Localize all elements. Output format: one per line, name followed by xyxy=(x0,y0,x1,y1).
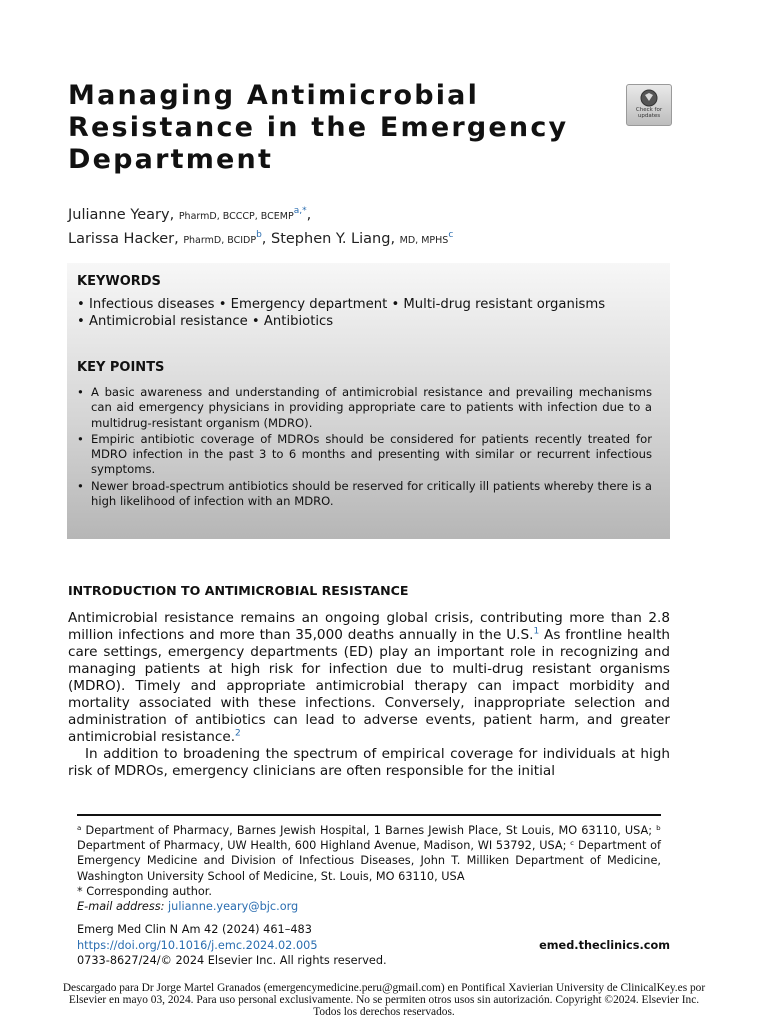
reference-link[interactable]: 2 xyxy=(235,728,241,739)
author-list xyxy=(68,204,668,252)
badge-line-2: updates xyxy=(637,113,661,119)
paragraph xyxy=(68,610,670,746)
section-heading: INTRODUCTION TO ANTIMICROBIAL RESISTANCE xyxy=(68,583,409,598)
key-points-heading: KEY POINTS xyxy=(77,360,165,375)
check-for-updates-icon xyxy=(638,89,660,107)
paragraph: In addition to broadening the spectrum of empirical coverage for individuals at high risk of MDROs, emergency clinicians are often responsible for the initial xyxy=(68,746,670,779)
author-name: , Stephen Y. Liang, xyxy=(261,231,396,247)
key-point-item: • Empiric antibiotic coverage of MDROs should be considered for patients recently treated for MDRO infection in the past 3 to 6 months and presenting with similar or recurrent infectious symptoms. xyxy=(77,432,652,478)
keywords-key-points-box xyxy=(67,263,670,539)
author-line-2 xyxy=(68,228,668,252)
key-points-list xyxy=(77,385,652,510)
affiliation-mark[interactable]: c xyxy=(448,230,454,241)
keywords-line: • Infectious diseases • Emergency department • Multi-drug resistant organisms xyxy=(77,297,606,312)
author-line-1: Julianne Yeary, PharmD, BCCCP, BCEMP$^{a,*}$, xyxy=(68,206,312,223)
paragraph-text: As frontline health care settings, emergency departments (ED) play an important role in recognizing and managing patients at high risk for infection due to multi-drug resistant organisms (MDRO). Timely and appropriate antimicrobial therapy can impact morbidity and mortality associated with these infections. Conversely, inappropriate selection and administration of antibiotics can lead to adverse events, patient harm, and greater antimicrobial resistance. xyxy=(68,627,671,745)
footnote-divider xyxy=(77,814,661,816)
author-credentials: PharmD, BCIDP xyxy=(183,235,257,246)
author-credentials: PharmD, BCCCP, BCEMP xyxy=(178,211,294,222)
journal-info xyxy=(77,922,670,969)
check-for-updates-button[interactable] xyxy=(626,84,672,126)
email-label: E-mail address: xyxy=(77,900,165,914)
corresponding-author-note: * Corresponding author. xyxy=(77,884,212,898)
key-point-item: • A basic awareness and understanding of antimicrobial resistance and prevailing mechanisms can aid emergency physicians in providing appropriate care to patients with infection due to a multidrug-resistant organism (MDRO). xyxy=(77,385,652,431)
doi-link[interactable]: https://doi.org/10.1016/j.emc.2024.02.005 xyxy=(77,938,318,952)
reference-link[interactable]: 1 xyxy=(533,626,540,637)
copyright: 0733-8627/24/© 2024 Elsevier Inc. All rights reserved. xyxy=(77,954,387,968)
author-credentials: MD, MPHS xyxy=(399,235,449,246)
key-point-item: • Newer broad-spectrum antibiotics should be reserved for critically ill patients whereby there is a high likelihood of infection with an MDRO. xyxy=(77,479,652,510)
journal-site[interactable]: emed.theclinics.com xyxy=(539,938,670,952)
download-notice: Descargado para Dr Jorge Martel Granados (emergencymedicine.peru@gmail.com) en Pontifical Xavierian University de ClinicalKey.es por Elsevier en mayo 03, 2024. Para uso personal exclusivamente. No se permiten otros usos sin autorización. Copyright ©2024. Elsevier Inc. Todos los derechos reservados. xyxy=(62,982,706,1019)
footnotes xyxy=(77,823,661,914)
keywords-list xyxy=(77,297,657,330)
email-link[interactable]: julianne.yeary@bjc.org xyxy=(168,900,299,914)
affiliations: ᵃ Department of Pharmacy, Barnes Jewish Hospital, 1 Barnes Jewish Place, St Louis, MO 63110, USA; ᵇ Department of Pharmacy, UW Health, 600 Highland Avenue, Madison, WI 53792, USA; ᶜ Department of Emergency Medicine and Division of Infectious Diseases, John T. Milliken Department of Medicine, Washington University School of Medicine, St. Louis, MO 63110, USA xyxy=(77,824,661,883)
badge-line-1: Check for xyxy=(635,107,663,113)
article-title: Managing Antimicrobial Resistance in the Emergency Department xyxy=(68,80,569,175)
keywords-line: • Antimicrobial resistance • Antibiotics xyxy=(77,313,334,329)
body-text xyxy=(68,610,670,780)
affiliation-mark[interactable]: a,* xyxy=(293,206,307,217)
keywords-heading: KEYWORDS xyxy=(77,274,161,289)
email-line xyxy=(77,899,661,914)
affiliation-mark[interactable]: b xyxy=(256,230,262,241)
paragraph-text: Antimicrobial resistance remains an ongoing global crisis, contributing more than 2.8 million infections and more than 35,000 deaths annually in the U.S. xyxy=(68,610,670,643)
citation: Emerg Med Clin N Am 42 (2024) 461–483 xyxy=(77,923,312,936)
author-name: Julianne Yeary, xyxy=(68,207,175,223)
author-name: Larissa Hacker, xyxy=(68,231,179,247)
